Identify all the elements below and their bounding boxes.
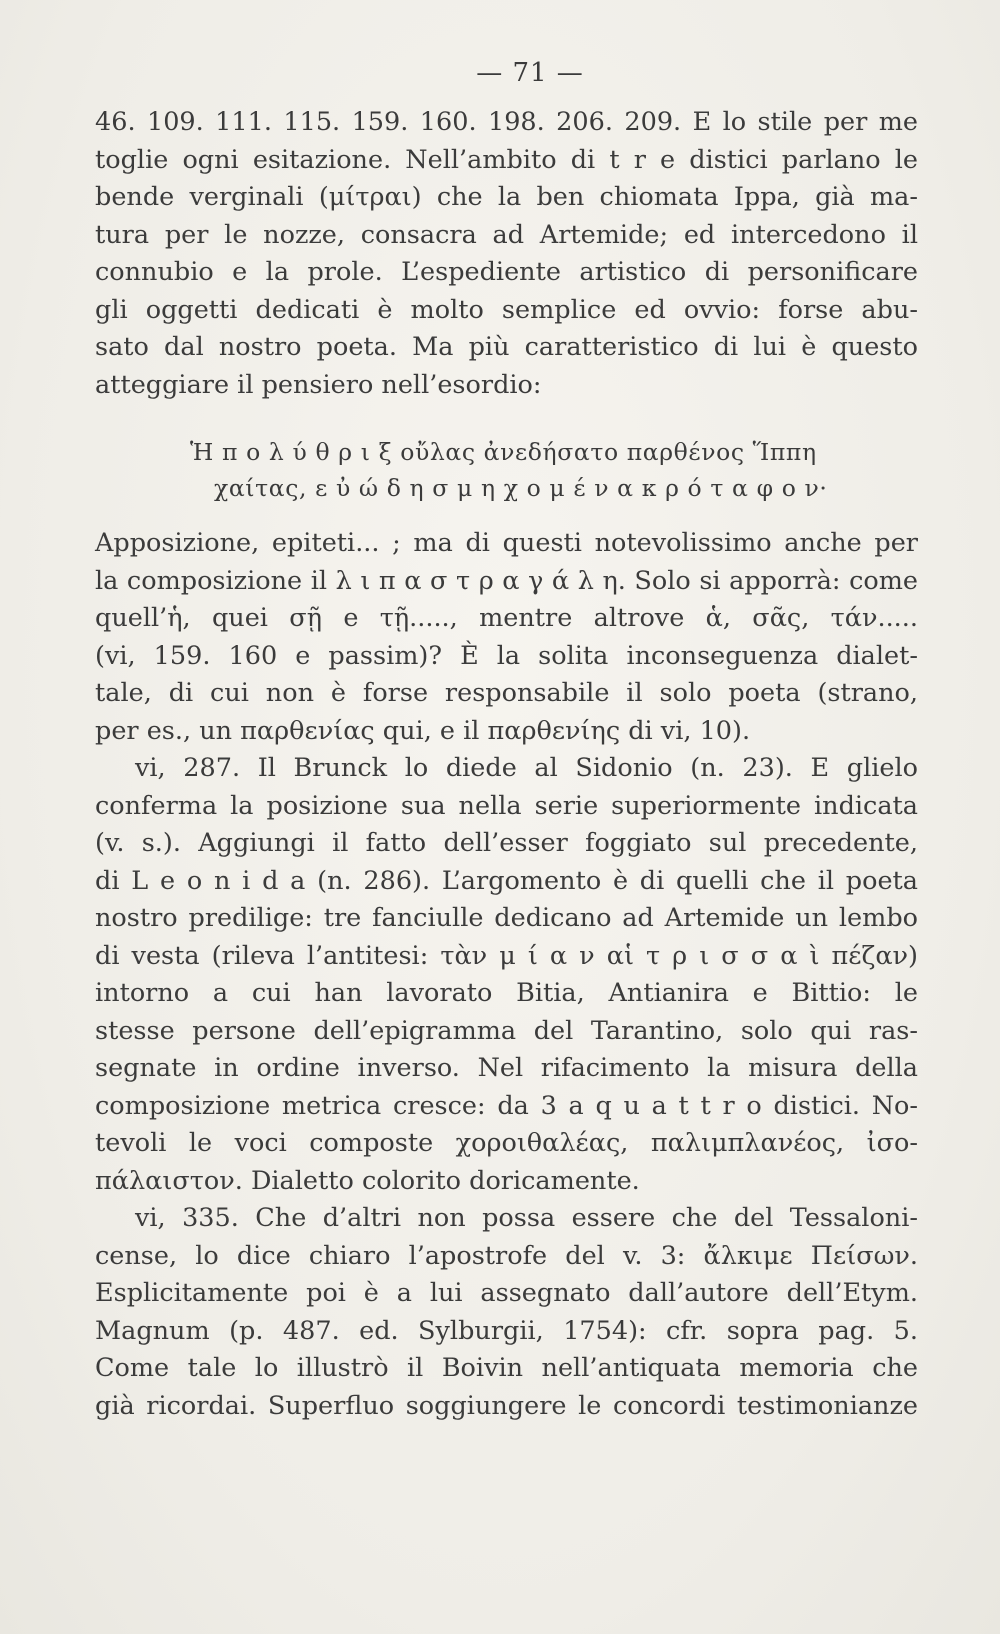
paragraph-1 — [95, 104, 918, 404]
quote-line: χαίτας, ε ὐ ώ δ η σ μ η χ ο μ έ ν α κ ρ ό τ α φ ο ν· — [214, 474, 828, 502]
text-line: per es., un παρθενίας qui, e il παρθενίης di vi, 10). — [95, 715, 751, 746]
text-line: gli oggetti dedicati è molto semplice ed ovvio: forse abu- — [95, 294, 918, 325]
text-line: πάλαιστον. Dialetto colorito doricamente. — [95, 1165, 640, 1196]
text-line: di L e o n i d a (n. 286). L’argomento è di quelli che il poeta — [95, 865, 918, 896]
text-line: bende verginali (μίτραι) che la ben chiomata Ippa, già ma- — [95, 182, 918, 212]
text-line: 46. 109. 111. 115. 159. 160. 198. 206. 209. E lo stile per me — [95, 107, 918, 137]
text-line: conferma la posizione sua nella serie superiormente indicata — [95, 790, 918, 821]
text-line: atteggiare il pensiero nell’esordio: — [95, 369, 542, 400]
text-line: segnate in ordine inverso. Nel rifacimento la misura della — [95, 1053, 918, 1083]
paragraph-4 — [95, 1200, 918, 1425]
text-line: connubio e la prole. L’espediente artistico di personificare — [95, 257, 918, 287]
text-line: Come tale lo illustrò il Boivin nell’antiquata memoria che — [95, 1353, 918, 1383]
text-line: quell’ἡ, quei σῇ e τῇ....., mentre altrove ἁ, σᾶς, τάν..... — [95, 603, 918, 633]
text-line: stesse persone dell’epigramma del Tarantino, solo qui ras- — [95, 1015, 918, 1046]
page-number: — 71 — — [476, 58, 584, 88]
greek-epigram-quote — [190, 434, 930, 506]
text-line: intorno a cui han lavorato Bitia, Antianira e Bittio: le — [95, 978, 918, 1008]
text-line: cense, lo dice chiaro l’apostrofe del v. 3: ἄλκιμε Πείσων. — [95, 1240, 918, 1271]
text-line: (vi, 159. 160 e passim)? È la solita inconseguenza dialet- — [95, 640, 918, 671]
text-line: la composizione il λ ι π α σ τ ρ α γ ά λ η. Solo si apporrà: come — [95, 565, 918, 596]
quote-line: Ἡ π ο λ ύ θ ρ ι ξ οὔλας ἀνεδήσατο παρθένος Ἵππη — [190, 438, 817, 466]
text-line: vi, 287. Il Brunck lo diede al Sidonio (n. 23). E glielo — [135, 753, 918, 783]
text-line: Apposizione, epiteti... ; ma di questi notevolissimo anche per — [95, 528, 918, 558]
text-line: vi, 335. Che d’altri non possa essere che del Tessaloni- — [135, 1203, 918, 1233]
text-line: tevoli le voci composte χοροιθαλέας, παλιμπλανέος, ἰσο- — [95, 1128, 918, 1158]
paragraph-2 — [95, 525, 918, 750]
text-line: composizione metrica cresce: da 3 a q u a t t r o distici. No- — [95, 1090, 918, 1121]
text-line: sato dal nostro poeta. Ma più caratteristico di lui è questo — [95, 332, 918, 362]
text-line: già ricordai. Superfluo soggiungere le concordi testimonianze — [95, 1390, 918, 1421]
text-line: Magnum (p. 487. ed. Sylburgii, 1754): cfr. sopra pag. 5. — [95, 1315, 918, 1346]
paragraph-3 — [95, 750, 918, 1200]
text-line: tale, di cui non è forse responsabile il solo poeta (strano, — [95, 678, 918, 708]
text-line: toglie ogni esitazione. Nell’ambito di t r e distici parlano le — [95, 144, 918, 175]
text-line: di vesta (rileva l’antitesi: τὰν μ ί α ν αἱ τ ρ ι σ σ α ὶ πέζαν) — [95, 940, 918, 971]
text-line: nostro predilige: tre fanciulle dedicano ad Artemide un lembo — [95, 903, 918, 933]
text-line: Esplicitamente poi è a lui assegnato dall’autore dell’Etym. — [95, 1278, 918, 1308]
text-line: tura per le nozze, consacra ad Artemide; ed intercedono il — [95, 219, 918, 250]
text-line: (v. s.). Aggiungi il fatto dell’esser foggiato sul precedente, — [95, 828, 918, 858]
